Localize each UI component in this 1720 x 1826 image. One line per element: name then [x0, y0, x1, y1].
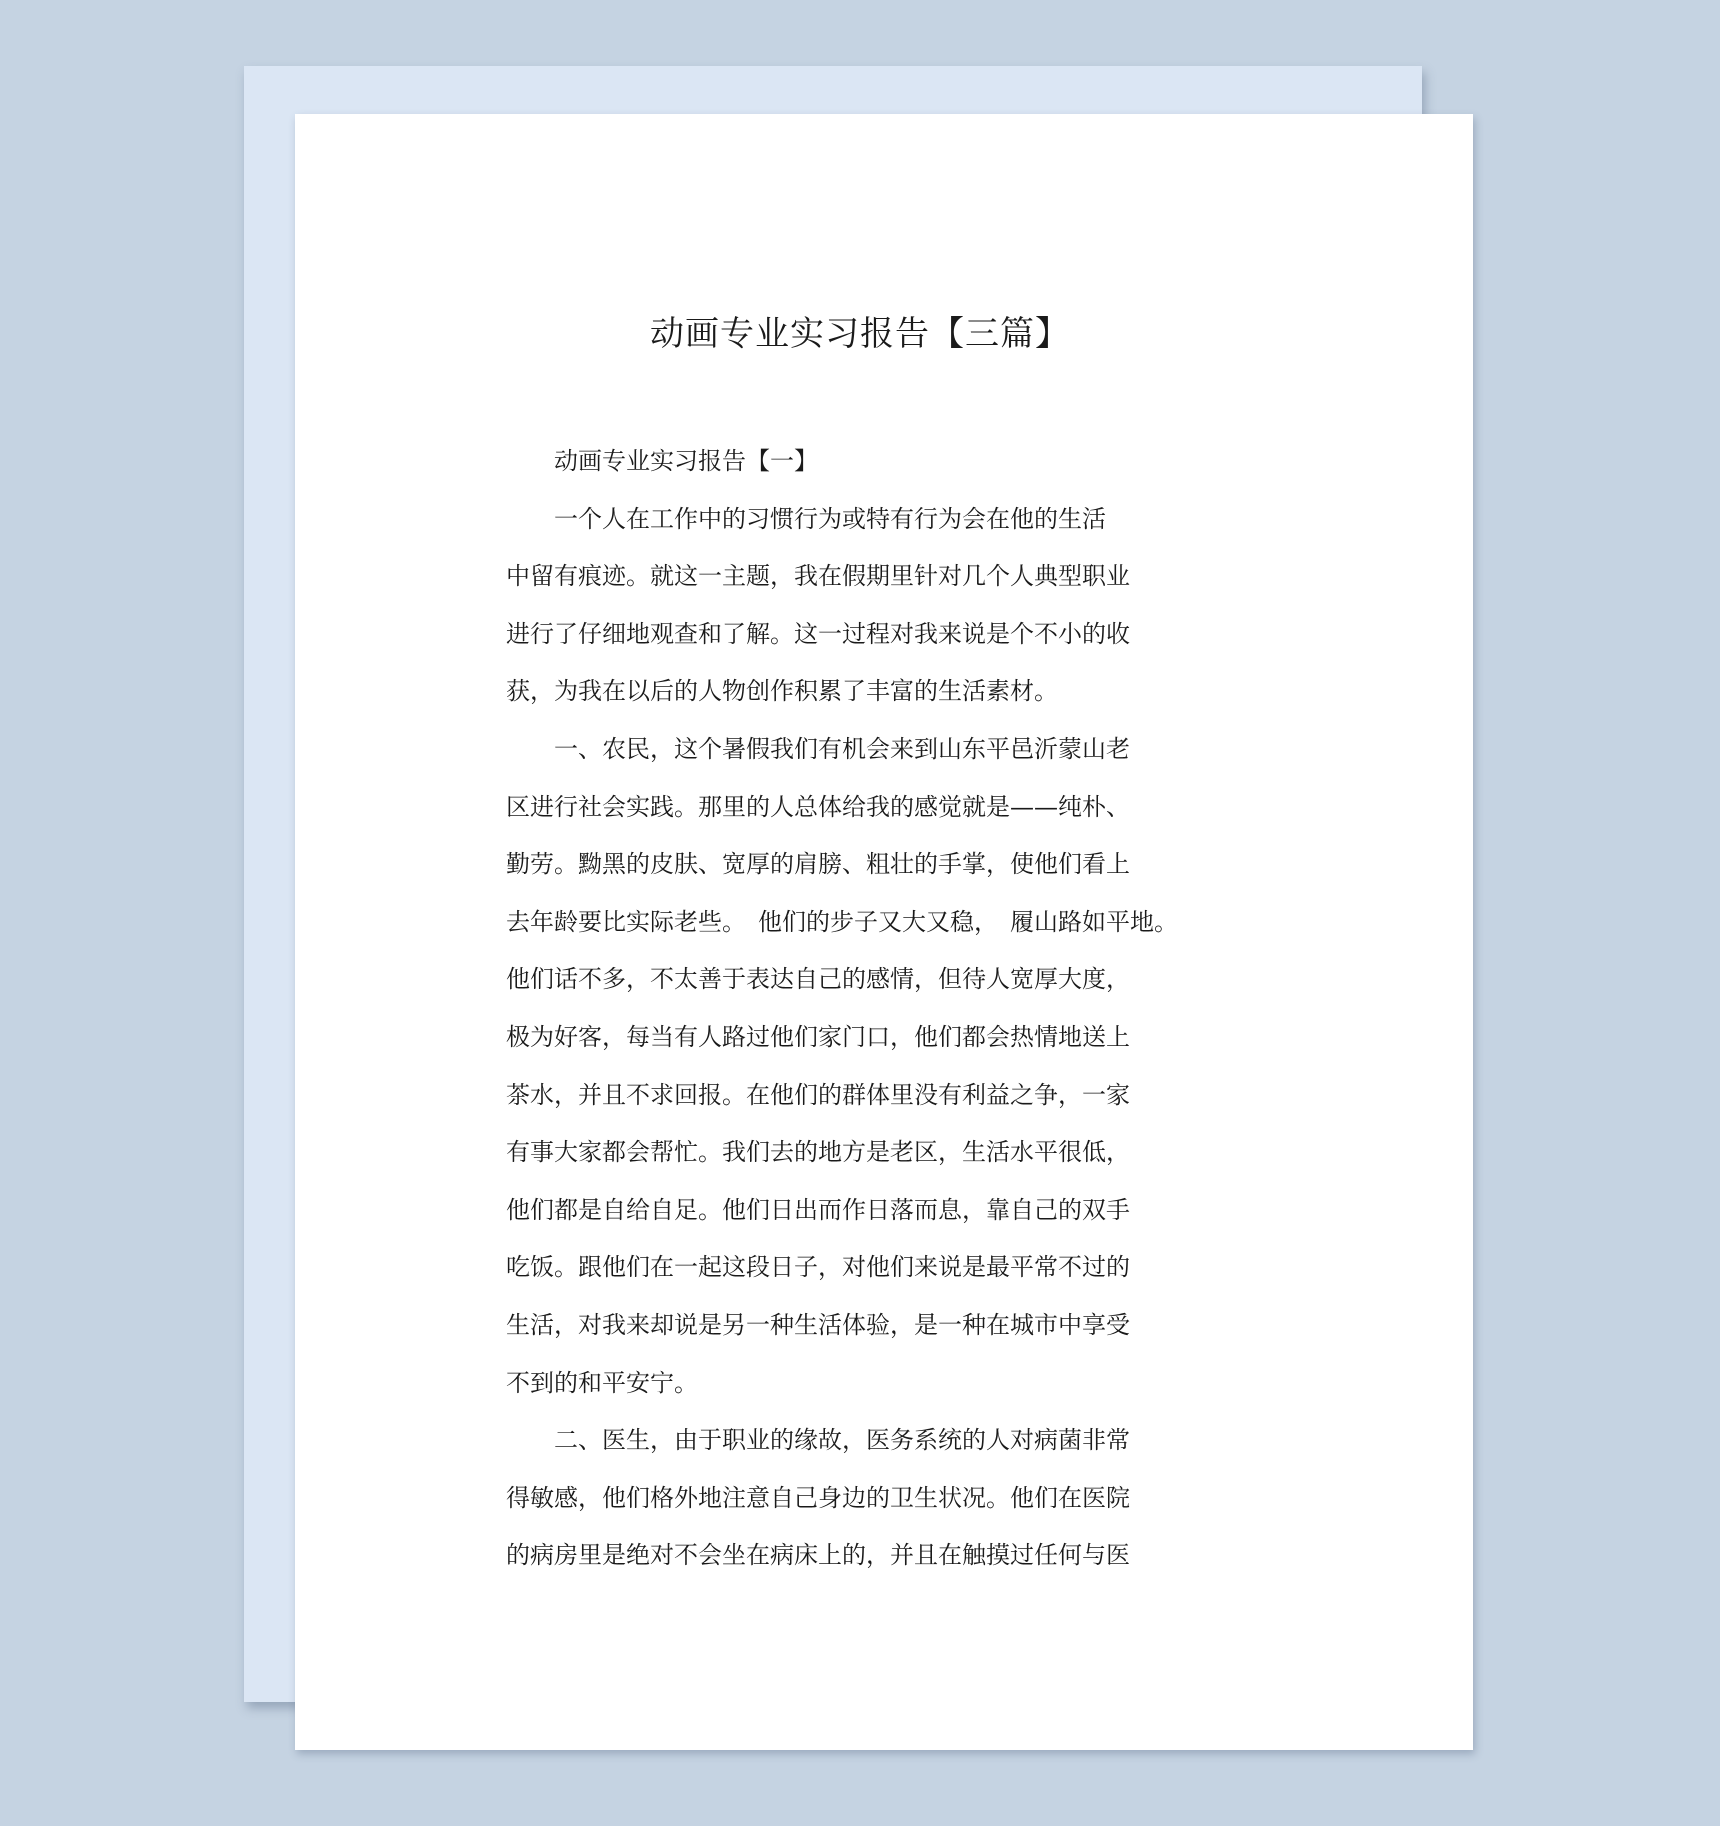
body-line: 他们都是自给自足。他们日出而作日落而息，靠自己的双手	[506, 1195, 1130, 1224]
body-line: 的病房里是绝对不会坐在病床上的，并且在触摸过任何与医	[506, 1541, 1130, 1570]
body-line: 吃饭。跟他们在一起这段日子，对他们来说是最平常不过的	[506, 1253, 1130, 1282]
body-line: 得敏感，他们格外地注意自己身边的卫生状况。他们在医院	[506, 1483, 1130, 1512]
body-line: 生活，对我来却说是另一种生活体验，是一种在城市中享受	[506, 1310, 1130, 1339]
body-line: 有事大家都会帮忙。我们去的地方是老区，生活水平很低，	[506, 1138, 1130, 1167]
body-line: 二、医生，由于职业的缘故，医务系统的人对病菌非常	[506, 1426, 1130, 1455]
body-line: 中留有痕迹。就这一主题，我在假期里针对几个人典型职业	[506, 562, 1130, 591]
body-line: 勤劳。黝黑的皮肤、宽厚的肩膀、粗壮的手掌，使他们看上	[506, 850, 1130, 879]
document-title: 动画专业实习报告【三篇】	[650, 314, 1070, 354]
body-line: 进行了仔细地观查和了解。这一过程对我来说是个不小的收	[506, 619, 1130, 648]
body-line: 去年龄要比实际老些。 他们的步子又大又稳， 履山路如平地。	[506, 907, 1178, 936]
body-line: 茶水，并且不求回报。在他们的群体里没有利益之争，一家	[506, 1080, 1130, 1109]
body-line: 不到的和平安宁。	[506, 1368, 698, 1397]
document-body	[506, 433, 1266, 1585]
body-line: 极为好客，每当有人路过他们家门口，他们都会热情地送上	[506, 1022, 1130, 1051]
body-line: 区进行社会实践。那里的人总体给我的感觉就是——纯朴、	[506, 792, 1130, 821]
body-line: 获，为我在以后的人物创作积累了丰富的生活素材。	[506, 677, 1058, 706]
body-line: 他们话不多，不太善于表达自己的感情，但待人宽厚大度，	[506, 965, 1130, 994]
body-line: 一个人在工作中的习惯行为或特有行为会在他的生活	[506, 504, 1106, 533]
subheading-report-one: 动画专业实习报告【一】	[506, 447, 818, 475]
body-line: 一、农民，这个暑假我们有机会来到山东平邑沂蒙山老	[506, 734, 1130, 763]
